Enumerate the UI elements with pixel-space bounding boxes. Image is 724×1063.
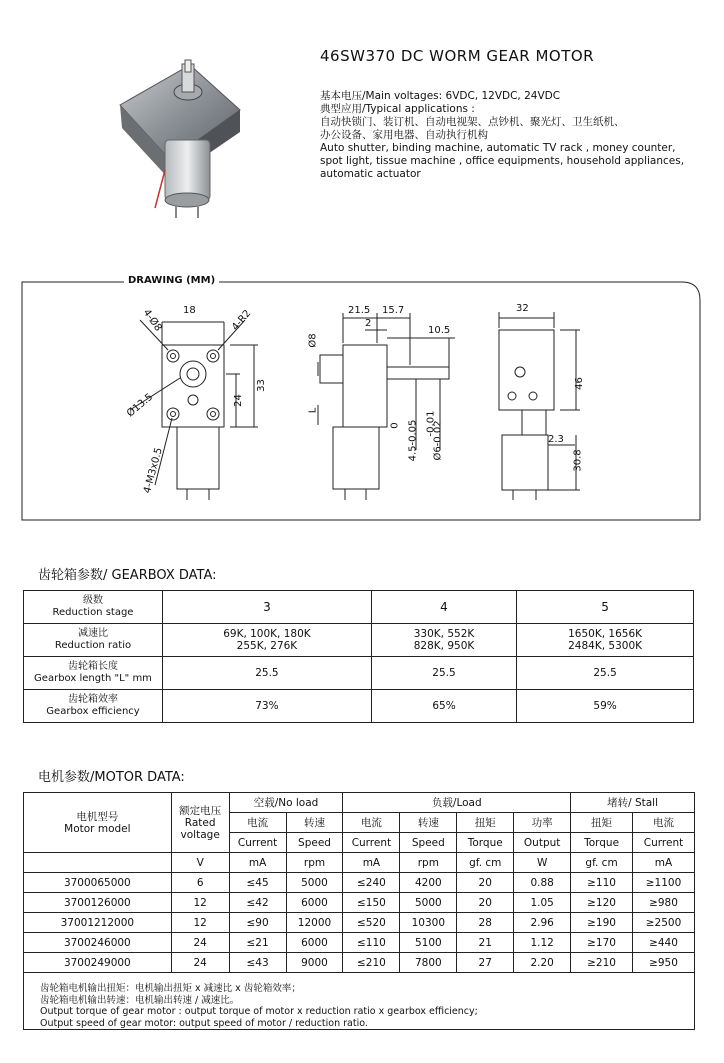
table-cell: 1.12 <box>514 933 571 953</box>
dim-label: L <box>307 407 319 414</box>
table-cell: 3700246000 <box>24 933 172 953</box>
table-cell: 7800 <box>400 953 457 973</box>
rated-header: 额定电压 Rated voltage <box>171 793 229 853</box>
table-cell: 3700065000 <box>24 873 172 893</box>
table-cell: ≥440 <box>633 933 695 953</box>
table-row <box>24 793 695 813</box>
table-cell: 6 <box>171 873 229 893</box>
table-row <box>24 657 694 690</box>
product-title: 46SW370 DC WORM GEAR MOTOR <box>320 47 595 65</box>
note-line: 齿轮箱电机输出转速：电机输出转速 / 减速比。 <box>40 994 240 1006</box>
spec-line: 自动快锁门、装订机、自动电视架、点钞机、聚光灯、卫生纸机、 <box>320 116 625 128</box>
table-cell: 27 <box>457 953 514 973</box>
table-cell: 5100 <box>400 933 457 953</box>
table-cell: 9000 <box>286 953 343 973</box>
row-label: 齿轮箱效率 Gearbox efficiency <box>24 690 163 723</box>
sub-header: 电流 <box>343 813 400 833</box>
table-cell: 6000 <box>286 933 343 953</box>
gearbox-table <box>23 590 694 723</box>
table-cell: 0.88 <box>514 873 571 893</box>
dim-label: Ø8 <box>307 333 319 348</box>
table-cell: ≥190 <box>571 913 633 933</box>
unit-cell: W <box>514 853 571 873</box>
table-cell: 1650K, 1656K 2484K, 5300K <box>517 624 694 657</box>
spec-line: Auto shutter, binding machine, automatic TV rack , money counter, <box>320 142 676 154</box>
table-row <box>24 933 695 953</box>
table-cell: 24 <box>171 933 229 953</box>
table-cell: ≤90 <box>229 913 286 933</box>
table-cell: 69K, 100K, 180K 255K, 276K <box>163 624 372 657</box>
model-header: 电机型号 Motor model <box>24 793 172 853</box>
table-cell: 3700126000 <box>24 893 172 913</box>
unit-cell: rpm <box>286 853 343 873</box>
note-line: Output torque of gear motor : output torque of motor x reduction ratio x gearbox efficiency; <box>40 1006 478 1017</box>
drawing-label: DRAWING (MM) <box>124 275 219 286</box>
dim-label: 30.8 <box>572 449 584 472</box>
dim-label: 21.5 <box>348 305 371 316</box>
unit-cell: rpm <box>400 853 457 873</box>
sub-header: Current <box>633 833 695 853</box>
dim-label: 15.7 <box>382 305 405 316</box>
table-row <box>24 853 695 873</box>
table-cell: ≤43 <box>229 953 286 973</box>
table-cell: 12000 <box>286 913 343 933</box>
row-label: 减速比 Reduction ratio <box>24 624 163 657</box>
table-cell: ≤150 <box>343 893 400 913</box>
table-cell: ≤45 <box>229 873 286 893</box>
motor-heading: 电机参数/MOTOR DATA: <box>38 770 185 785</box>
sub-header: Speed <box>400 833 457 853</box>
table-cell: 10300 <box>400 913 457 933</box>
table-row <box>24 953 695 973</box>
dim-label: 46 <box>573 377 585 390</box>
table-cell: 12 <box>171 913 229 933</box>
sub-header: Current <box>229 833 286 853</box>
dim-label: 4-R2 <box>229 308 254 333</box>
table-cell: 330K, 552K 828K, 950K <box>371 624 516 657</box>
spec-line: 办公设备、家用电器、自动执行机构 <box>320 129 488 141</box>
table-cell: 5000 <box>286 873 343 893</box>
table-cell: 4 <box>371 591 516 624</box>
dim-label: 2.3 <box>548 434 564 445</box>
load-header: 负载/Load <box>343 793 571 813</box>
dim-label: Ø6-0.02 <box>432 420 444 461</box>
sub-header: Torque <box>457 833 514 853</box>
dim-label: 10.5 <box>428 325 451 336</box>
table-cell: ≥120 <box>571 893 633 913</box>
unit-cell: mA <box>229 853 286 873</box>
table-cell: 1.05 <box>514 893 571 913</box>
sub-header: Current <box>343 833 400 853</box>
table-cell: 3700249000 <box>24 953 172 973</box>
table-cell: 2.96 <box>514 913 571 933</box>
table-cell: 73% <box>163 690 372 723</box>
sub-header: 扭矩 <box>571 813 633 833</box>
table-cell: 25.5 <box>371 657 516 690</box>
table-cell <box>24 853 172 873</box>
table-cell: ≤21 <box>229 933 286 953</box>
dim-label: 24 <box>232 394 244 407</box>
table-cell: 2.20 <box>514 953 571 973</box>
sub-header: 功率 <box>514 813 571 833</box>
dim-label: 32 <box>516 303 529 314</box>
table-cell: 24 <box>171 953 229 973</box>
sub-header: 扭矩 <box>457 813 514 833</box>
dim-label: 4-M3x0.5 <box>142 446 165 495</box>
table-cell: ≤210 <box>343 953 400 973</box>
dim-label: 4.5-0.05 <box>407 419 419 462</box>
table-cell: ≥980 <box>633 893 695 913</box>
table-cell: 20 <box>457 873 514 893</box>
dim-label: 2 <box>365 318 372 329</box>
table-cell: ≥950 <box>633 953 695 973</box>
spec-line: 基本电压/Main voltages: 6VDC, 12VDC, 24VDC <box>320 90 561 102</box>
dim-label: 18 <box>183 305 196 316</box>
table-cell: 28 <box>457 913 514 933</box>
table-cell: 5000 <box>400 893 457 913</box>
sub-header: Torque <box>571 833 633 853</box>
note-line: Output speed of gear motor: output speed of motor / reduction ratio. <box>40 1017 368 1029</box>
table-cell: ≥1100 <box>633 873 695 893</box>
sub-header: 转速 <box>400 813 457 833</box>
table-cell: ≥170 <box>571 933 633 953</box>
unit-cell: V <box>171 853 229 873</box>
row-label: 级数 Reduction stage <box>24 591 163 624</box>
sub-header: 转速 <box>286 813 343 833</box>
dim-label: -0.01 <box>425 410 437 437</box>
table-cell: 3 <box>163 591 372 624</box>
table-cell: 59% <box>517 690 694 723</box>
stall-header: 堵转/ Stall <box>571 793 695 813</box>
spec-line: spot light, tissue machine , office equipments, household appliances, <box>320 155 685 167</box>
table-cell: ≤520 <box>343 913 400 933</box>
table-cell: 20 <box>457 893 514 913</box>
dim-label: 0 <box>389 422 401 429</box>
unit-cell: gf. cm <box>457 853 514 873</box>
sub-header: 电流 <box>229 813 286 833</box>
table-cell: ≤240 <box>343 873 400 893</box>
table-cell: 65% <box>371 690 516 723</box>
table-row <box>24 913 695 933</box>
table-cell: ≥2500 <box>633 913 695 933</box>
unit-cell: mA <box>633 853 695 873</box>
table-cell: 4200 <box>400 873 457 893</box>
row-label: 齿轮箱长度 Gearbox length "L" mm <box>24 657 163 690</box>
spec-line: 典型应用/Typical applications : <box>320 103 475 115</box>
table-cell: 21 <box>457 933 514 953</box>
table-cell: 5 <box>517 591 694 624</box>
notes <box>40 983 478 1029</box>
table-cell: 25.5 <box>163 657 372 690</box>
note-line: 齿轮箱电机输出扭矩：电机输出扭矩 x 减速比 x 齿轮箱效率； <box>40 983 301 994</box>
table-cell: ≤42 <box>229 893 286 913</box>
table-row <box>24 591 694 624</box>
dim-label: Ø13.5 <box>124 391 156 420</box>
dim-label: 33 <box>255 379 267 392</box>
table-row <box>24 893 695 913</box>
noload-header: 空载/No load <box>229 793 343 813</box>
table-cell: 6000 <box>286 893 343 913</box>
sub-header: 电流 <box>633 813 695 833</box>
table-cell: ≥110 <box>571 873 633 893</box>
table-row <box>24 690 694 723</box>
table-row <box>24 873 695 893</box>
unit-cell: mA <box>343 853 400 873</box>
table-cell: 37001212000 <box>24 913 172 933</box>
table-cell: 25.5 <box>517 657 694 690</box>
dim-label: 4-Ø8 <box>140 307 164 334</box>
gearbox-heading: 齿轮箱参数/ GEARBOX DATA: <box>38 568 217 583</box>
sub-header: Speed <box>286 833 343 853</box>
spec-line: automatic actuator <box>320 168 421 180</box>
sub-header: Output <box>514 833 571 853</box>
table-cell: 12 <box>171 893 229 913</box>
table-row <box>24 624 694 657</box>
table-cell: ≥210 <box>571 953 633 973</box>
table-cell: ≤110 <box>343 933 400 953</box>
unit-cell: gf. cm <box>571 853 633 873</box>
